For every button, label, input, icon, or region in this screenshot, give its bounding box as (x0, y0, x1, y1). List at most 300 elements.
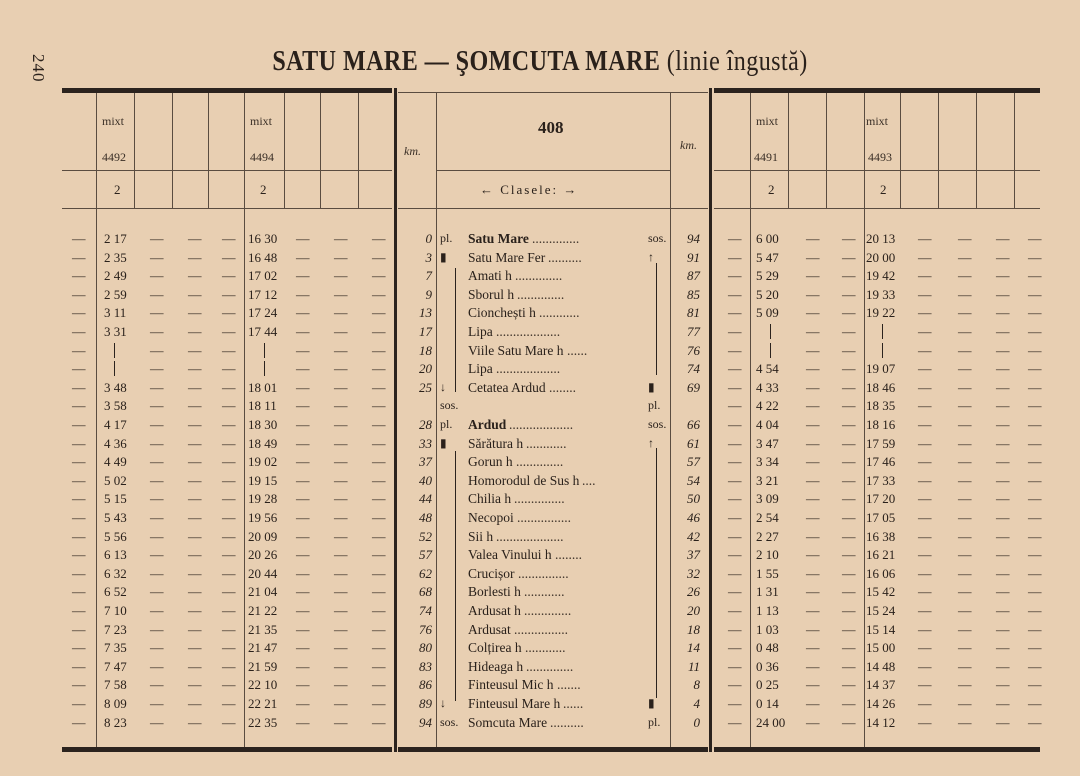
dash: — (296, 417, 310, 432)
station-suffix: ▮ (648, 379, 655, 394)
dash: — (372, 714, 386, 730)
station-name: Finteusul Mare h (468, 696, 561, 711)
departure-time: 14 48 (866, 658, 896, 674)
dash: — (958, 472, 972, 488)
station-list (398, 88, 708, 752)
dash: — (150, 658, 164, 674)
dash: — (996, 249, 1010, 265)
dash: — (222, 324, 236, 339)
dash: — (188, 640, 202, 656)
dash: — (842, 379, 856, 395)
left-row (62, 489, 392, 508)
dash: — (806, 435, 820, 451)
dash: — (72, 472, 86, 488)
departure-time: 5 02 (104, 472, 127, 488)
dash: — (150, 640, 164, 656)
dash: — (188, 249, 202, 265)
station-suffix: ▮ (648, 696, 655, 710)
leader-dots: ............ (525, 640, 566, 656)
dash: — (72, 379, 86, 395)
station-name: Borlesti h (468, 584, 521, 600)
right-row (714, 508, 1040, 527)
dash: — (842, 603, 856, 618)
dash: — (996, 510, 1010, 525)
leader-dots: .............. (532, 231, 580, 246)
dash: — (296, 528, 310, 544)
dash: — (806, 342, 820, 358)
departure-time: 0 48 (756, 640, 779, 656)
dash: — (842, 658, 856, 674)
km-from-somcuta: 61 (687, 435, 700, 451)
departure-time: 2 27 (756, 528, 779, 544)
dash: — (188, 305, 202, 321)
dash: — (806, 603, 820, 618)
mid-top-rule (398, 92, 708, 93)
km-from-somcuta: 87 (687, 268, 700, 284)
dash: — (842, 286, 856, 302)
left-row (62, 582, 392, 601)
departure-time: 5 15 (104, 491, 127, 507)
dash: — (188, 342, 202, 358)
dash: — (150, 696, 164, 711)
dash: — (188, 528, 202, 544)
departure-time: 21 35 (248, 621, 278, 637)
dash: — (72, 658, 86, 674)
km-from-satu-mare: 44 (419, 491, 432, 507)
station-row (398, 248, 708, 267)
dash: — (150, 286, 164, 302)
departure-time: 1 03 (756, 621, 779, 637)
leader-dots: ............ (526, 435, 567, 451)
departure-time: 19 42 (866, 268, 896, 284)
left-row (62, 285, 392, 304)
dash: — (296, 584, 310, 600)
left-header-rule-2 (62, 208, 392, 209)
dash: — (958, 324, 972, 339)
dash: — (188, 324, 202, 339)
dash: — (1028, 547, 1042, 563)
km-from-somcuta: 77 (687, 324, 700, 339)
dash: — (842, 454, 856, 470)
dash: — (150, 677, 164, 693)
departure-time: 0 25 (756, 677, 779, 693)
departure-time: 3 47 (756, 435, 779, 451)
departure-time: 3 48 (104, 379, 127, 395)
km-from-satu-mare: 74 (419, 603, 432, 618)
left-row (62, 713, 392, 732)
departure-time: 2 54 (756, 510, 779, 525)
dash: — (372, 379, 386, 395)
right-row (714, 285, 1040, 304)
km-from-somcuta: 11 (687, 658, 700, 674)
dash: — (334, 510, 348, 525)
km-from-somcuta: 46 (687, 510, 700, 525)
station-row (398, 396, 708, 415)
right-row (714, 675, 1040, 694)
station-name: Lipa (468, 361, 493, 377)
dash: — (334, 324, 348, 339)
departure-time: 5 09 (756, 305, 779, 321)
station-name: Lipa (468, 324, 493, 339)
dash: — (918, 472, 932, 488)
departure-time: 17 05 (866, 510, 896, 525)
departure-time: 18 46 (866, 379, 896, 395)
dash: — (72, 528, 86, 544)
dash: — (1028, 621, 1042, 637)
dash: — (842, 640, 856, 656)
departure-time: 17 02 (248, 268, 278, 284)
dash: — (296, 658, 310, 674)
km-from-somcuta: 37 (687, 547, 700, 563)
dash: — (996, 565, 1010, 581)
dash: — (728, 603, 742, 618)
departure-time: 22 10 (248, 677, 278, 693)
dash: — (806, 658, 820, 674)
departure-time: 20 26 (248, 547, 278, 563)
dash: — (1028, 268, 1042, 284)
dash: — (372, 454, 386, 470)
dash: — (372, 547, 386, 563)
departure-time: 7 23 (104, 621, 127, 637)
left-mixt-2: mixt (250, 114, 273, 128)
dash: — (72, 584, 86, 600)
dash: — (958, 714, 972, 730)
dash: — (996, 621, 1010, 637)
km-from-satu-mare: 94 (419, 714, 432, 730)
dash: — (222, 286, 236, 302)
station-row (398, 266, 708, 285)
dash: — (728, 584, 742, 600)
dash: — (1028, 696, 1042, 711)
dash: — (150, 379, 164, 395)
dash: — (150, 361, 164, 377)
dash: — (372, 398, 386, 414)
dash: — (842, 714, 856, 730)
dash: — (728, 417, 742, 432)
dash: — (918, 547, 932, 563)
km-from-satu-mare: 68 (419, 584, 432, 600)
departure-time: 16 21 (866, 547, 896, 563)
right-row (714, 266, 1040, 285)
left-col-line (208, 93, 209, 208)
departure-time: 14 12 (866, 714, 896, 730)
dash: — (918, 417, 932, 432)
dash: — (372, 231, 386, 246)
dash: — (334, 714, 348, 730)
station-name: Colțirea h (468, 640, 522, 656)
departure-time: 16 38 (866, 528, 896, 544)
dash: — (372, 305, 386, 321)
dash: — (806, 565, 820, 581)
dash: — (806, 324, 820, 339)
right-row (714, 434, 1040, 453)
dash: — (72, 621, 86, 637)
dash: — (918, 696, 932, 711)
mid-km-right: km. (680, 138, 697, 152)
dash: — (806, 268, 820, 284)
dash: — (1028, 454, 1042, 470)
left-mixt-1: mixt (102, 114, 125, 128)
departure-time: 5 47 (756, 249, 779, 265)
dash: — (728, 305, 742, 321)
dash: — (806, 454, 820, 470)
station-prefix: sos. (440, 714, 459, 729)
dash: — (222, 658, 236, 674)
dash: — (918, 658, 932, 674)
pass-through-mark (114, 343, 115, 358)
dash: — (806, 696, 820, 711)
dash: — (918, 379, 932, 395)
dash: — (958, 417, 972, 432)
dash: — (334, 491, 348, 507)
right-bottom-rule (714, 747, 1040, 752)
leader-dots: ................... (496, 324, 561, 339)
dash: — (72, 454, 86, 470)
line-number: 408 (538, 118, 564, 137)
km-from-satu-mare: 37 (419, 454, 432, 470)
right-row (714, 415, 1040, 434)
right-row (714, 545, 1040, 564)
dash: — (150, 621, 164, 637)
dash: — (334, 342, 348, 358)
right-col-line (788, 93, 789, 208)
dash: — (188, 565, 202, 581)
dash: — (918, 286, 932, 302)
station-name: Valea Vinului h (468, 547, 552, 563)
km-from-satu-mare: 0 (425, 231, 432, 246)
dash: — (334, 249, 348, 265)
dash: — (918, 361, 932, 377)
dash: — (996, 435, 1010, 451)
departure-time: 3 09 (756, 491, 779, 507)
dash: — (150, 454, 164, 470)
dash: — (72, 714, 86, 730)
dash: — (996, 286, 1010, 302)
dash: — (1028, 435, 1042, 451)
km-from-satu-mare: 25 (419, 379, 432, 395)
left-row (62, 248, 392, 267)
right-col-line (976, 93, 977, 208)
dash: — (842, 472, 856, 488)
dash: — (1028, 565, 1042, 581)
dash: — (72, 324, 86, 339)
dash: — (728, 565, 742, 581)
pass-through-mark (882, 324, 883, 339)
dash: — (296, 547, 310, 563)
dash: — (296, 286, 310, 302)
dash: — (958, 435, 972, 451)
dash: — (150, 603, 164, 618)
dash: — (1028, 361, 1042, 377)
dash: — (188, 621, 202, 637)
station-row (398, 601, 708, 620)
right-row (714, 657, 1040, 676)
leader-dots: ................... (496, 361, 561, 377)
dash: — (996, 472, 1010, 488)
dash: — (222, 491, 236, 507)
mid-header-rule-1 (436, 170, 670, 171)
departure-time: 19 33 (866, 286, 896, 302)
dash: — (728, 528, 742, 544)
dash: — (296, 398, 310, 414)
dash: — (996, 398, 1010, 414)
dash: — (188, 547, 202, 563)
dash: — (1028, 584, 1042, 600)
leader-dots: ................ (517, 510, 571, 525)
station-name: Amati h (468, 268, 512, 284)
left-train-2: 4494 (250, 150, 274, 164)
dash: — (372, 658, 386, 674)
dash: — (728, 379, 742, 395)
dash: — (334, 435, 348, 451)
dash: — (806, 305, 820, 321)
departure-time: 15 00 (866, 640, 896, 656)
dash: — (728, 361, 742, 377)
dash: — (72, 696, 86, 711)
right-class-2: 2 (880, 182, 887, 197)
left-timetable (62, 88, 392, 752)
departure-time: 7 58 (104, 677, 127, 693)
dash: — (728, 640, 742, 656)
pass-through-mark (114, 361, 115, 376)
dash: — (334, 696, 348, 711)
pass-through-mark (770, 324, 771, 339)
right-row (714, 694, 1040, 713)
dash: — (806, 677, 820, 693)
dash: — (842, 491, 856, 507)
dash: — (334, 268, 348, 284)
km-from-satu-mare: 83 (419, 658, 432, 674)
station-row (398, 564, 708, 583)
dash: — (72, 547, 86, 563)
station-suffix: sos. (648, 231, 667, 245)
dash: — (996, 658, 1010, 674)
departure-time: 16 48 (248, 249, 278, 265)
km-from-somcuta: 14 (687, 640, 700, 656)
dash: — (1028, 640, 1042, 656)
km-from-somcuta: 20 (687, 603, 700, 618)
departure-time: 4 49 (104, 454, 127, 470)
dash: — (806, 417, 820, 432)
departure-time: 17 24 (248, 305, 278, 321)
dash: — (918, 249, 932, 265)
dash: — (806, 491, 820, 507)
km-from-somcuta: 8 (693, 677, 700, 693)
dash: — (728, 398, 742, 414)
departure-time: 8 23 (104, 714, 127, 730)
dash: — (918, 510, 932, 525)
departure-time: 18 16 (866, 417, 896, 432)
dash: — (806, 510, 820, 525)
station-row (398, 452, 708, 471)
departure-time: 20 00 (866, 249, 896, 265)
dash: — (334, 621, 348, 637)
km-from-satu-mare: 28 (419, 417, 432, 432)
dash: — (842, 361, 856, 377)
left-row (62, 638, 392, 657)
departure-time: 20 44 (248, 565, 278, 581)
km-from-satu-mare: 3 (425, 249, 432, 265)
station-row (398, 489, 708, 508)
departure-time: 21 59 (248, 658, 278, 674)
station-name: Cionchești h (468, 305, 536, 321)
dash: — (958, 640, 972, 656)
departure-time: 14 26 (866, 696, 896, 711)
right-row (714, 489, 1040, 508)
dash: — (72, 417, 86, 432)
right-row (714, 527, 1040, 546)
station-row (398, 582, 708, 601)
dash: — (222, 305, 236, 321)
separator-left (394, 88, 397, 752)
departure-time: 7 47 (104, 658, 127, 674)
station-name: Satu Mare (468, 231, 529, 246)
departure-time: 20 09 (248, 528, 278, 544)
km-from-satu-mare: 17 (419, 324, 432, 339)
km-from-somcuta: 66 (687, 417, 700, 432)
departure-time: 22 35 (248, 714, 278, 730)
departure-time: 21 22 (248, 603, 278, 618)
right-row (714, 322, 1040, 341)
dash: — (806, 361, 820, 377)
dash: — (728, 472, 742, 488)
dash: — (188, 361, 202, 377)
dash: — (372, 324, 386, 339)
departure-time: 2 17 (104, 231, 127, 246)
dash: — (188, 714, 202, 730)
dash: — (334, 528, 348, 544)
leader-dots: ........ (549, 379, 576, 395)
dash: — (150, 714, 164, 730)
dash: — (334, 584, 348, 600)
km-from-satu-mare: 9 (425, 286, 432, 302)
left-row (62, 620, 392, 639)
dash: — (918, 714, 932, 730)
dash: — (72, 603, 86, 618)
dash: — (150, 510, 164, 525)
title-paren: (linie îngustă) (666, 46, 808, 77)
right-row (714, 378, 1040, 397)
dash: — (372, 435, 386, 451)
departure-time: 5 56 (104, 528, 127, 544)
station-row (398, 415, 708, 434)
departure-time: 1 55 (756, 565, 779, 581)
station-name: Cetatea Ardud (468, 379, 546, 395)
left-row (62, 229, 392, 248)
dash: — (222, 398, 236, 414)
left-col-line (134, 93, 135, 208)
dash: — (842, 231, 856, 246)
dash: — (806, 547, 820, 563)
pass-through-mark (264, 343, 265, 358)
km-from-somcuta: 94 (687, 231, 700, 246)
dash: — (222, 547, 236, 563)
dash: — (1028, 510, 1042, 525)
left-row (62, 378, 392, 397)
station-name: Ardusat (468, 621, 511, 637)
departure-time: 2 35 (104, 249, 127, 265)
dash: — (996, 342, 1010, 358)
dash: — (958, 361, 972, 377)
dash: — (372, 565, 386, 581)
left-bottom-rule (62, 747, 392, 752)
departure-time: 3 31 (104, 324, 127, 339)
dash: — (996, 361, 1010, 377)
dash: — (958, 584, 972, 600)
station-prefix: ↓ (440, 379, 446, 394)
dash: — (72, 565, 86, 581)
station-row (398, 285, 708, 304)
